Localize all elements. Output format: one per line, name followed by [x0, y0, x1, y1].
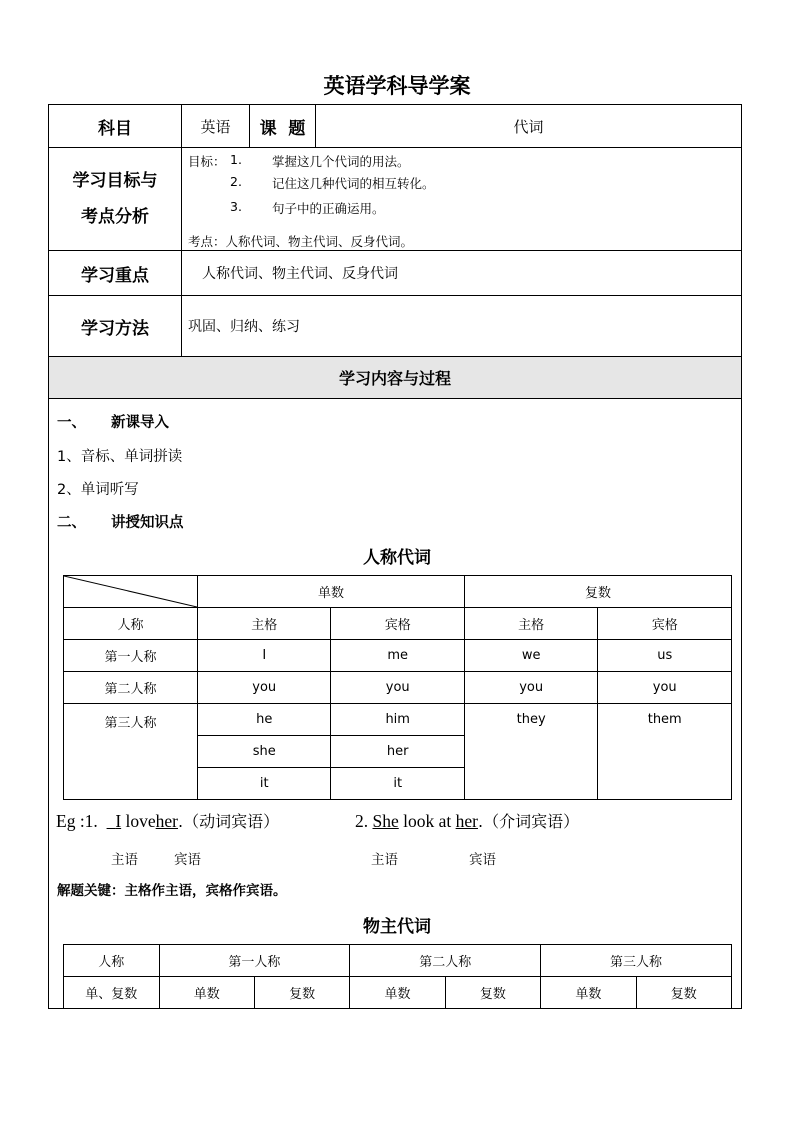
person-header: 人称	[64, 608, 198, 640]
subject-value: 英语	[182, 105, 250, 148]
exam-points: 考点：人称代词、物主代词、反身代词。	[188, 234, 414, 249]
goal-3-text: 句子中的正确运用。	[272, 201, 385, 216]
cell-sub-he: he	[198, 704, 331, 736]
poss-second-singular: 单数	[350, 977, 445, 1009]
sing-subject-header: 主格	[198, 608, 331, 640]
section-1-item-1: 1、音标、单词拼读	[57, 449, 183, 465]
cell-obj-her: her	[331, 736, 464, 768]
example-prefix: Eg :1.	[56, 811, 98, 831]
poss-third-singular: 单数	[541, 977, 636, 1009]
row-person: 第一人称	[64, 640, 198, 672]
plural-subject-header: 主格	[464, 608, 598, 640]
poss-person-header: 人称	[64, 945, 160, 977]
topic-value: 代词	[316, 105, 742, 148]
section-1-item-2: 2、单词听写	[57, 482, 139, 498]
cell-pobj: us	[598, 640, 732, 672]
cell-pobj-them: them	[598, 704, 732, 800]
personal-pronoun-table	[63, 575, 732, 800]
example-sentence-1	[56, 809, 279, 832]
example-2-num: 2.	[355, 811, 369, 831]
possessive-pronoun-table	[63, 944, 732, 1009]
goal-2-text: 记住这几种代词的相互转化。	[272, 176, 435, 191]
section-2-num: 二、	[57, 515, 86, 531]
poss-first-singular: 单数	[159, 977, 254, 1009]
label-subject-1: 主语	[111, 852, 138, 868]
pronoun-table-title: 人称代词	[363, 548, 431, 568]
method-value: 巩固、归纳、练习	[182, 296, 742, 357]
row-person: 第二人称	[64, 672, 198, 704]
method-label: 学习方法	[49, 296, 182, 357]
goals-label-line1: 学习目标与	[72, 171, 158, 191]
cell-psub: you	[464, 672, 598, 704]
singular-header: 单数	[198, 576, 465, 608]
cell-sub-she: she	[198, 736, 331, 768]
label-subject-2: 主语	[371, 852, 398, 868]
example-2-note: .（介词宾语）	[477, 812, 580, 831]
goals-prefix: 目标：	[188, 154, 226, 169]
poss-second-plural: 复数	[445, 977, 540, 1009]
row-person-third: 第三人称	[64, 704, 198, 800]
diagonal-header-cell	[64, 576, 198, 608]
cell-obj: you	[331, 672, 464, 704]
goal-1-text: 掌握这几个代词的用法。	[272, 154, 410, 169]
poss-second-header: 第二人称	[350, 945, 541, 977]
example-sentence-2	[355, 809, 579, 832]
diagonal-line	[64, 576, 197, 607]
cell-psub: we	[464, 640, 598, 672]
plural-header: 复数	[464, 576, 731, 608]
goals-content	[182, 148, 742, 251]
cell-obj: me	[331, 640, 464, 672]
section-1-title: 新课导入	[111, 415, 169, 431]
label-object-1: 宾语	[174, 852, 201, 868]
example-2-verb: look at	[403, 811, 452, 831]
key-tip: 解题关键：主格作主语，宾格作宾语。	[57, 883, 287, 899]
cell-sub: I	[198, 640, 331, 672]
content-header: 学习内容与过程	[49, 357, 742, 399]
poss-third-plural: 复数	[636, 977, 731, 1009]
plural-object-header: 宾格	[598, 608, 732, 640]
label-object-2: 宾语	[469, 852, 496, 868]
poss-third-header: 第三人称	[541, 945, 732, 977]
example-1-note: .（动词宾语）	[178, 812, 280, 831]
possessive-table-title: 物主代词	[363, 917, 431, 937]
poss-first-plural: 复数	[254, 977, 349, 1009]
cell-sub: you	[198, 672, 331, 704]
goals-label	[49, 148, 182, 251]
example-2-object: her	[455, 811, 478, 831]
poss-first-header: 第一人称	[159, 945, 350, 977]
poss-num-label: 单、复数	[64, 977, 160, 1009]
document-title: 英语学科导学案	[323, 73, 471, 98]
key-points-value: 人称代词、物主代词、反身代词	[182, 251, 742, 296]
cell-pobj: you	[598, 672, 732, 704]
example-1-verb: love	[125, 811, 156, 831]
sing-object-header: 宾格	[331, 608, 464, 640]
subject-label: 科目	[49, 105, 182, 148]
section-2-title: 讲授知识点	[111, 515, 184, 531]
goal-3-num: 3.	[230, 199, 242, 214]
cell-obj-it: it	[331, 768, 464, 800]
example-1-object: her	[155, 811, 179, 831]
cell-sub-it: it	[198, 768, 331, 800]
goal-2-num: 2.	[230, 174, 242, 189]
cell-psub-they: they	[464, 704, 598, 800]
section-1-num: 一、	[57, 415, 86, 431]
goal-1-num: 1.	[230, 152, 242, 167]
topic-label: 课 题	[250, 105, 316, 148]
key-points-label: 学习重点	[49, 251, 182, 296]
example-2-subject: She	[372, 811, 399, 831]
example-1-subject: I	[115, 811, 122, 831]
goals-label-line2: 考点分析	[81, 207, 149, 227]
cell-obj-him: him	[331, 704, 464, 736]
